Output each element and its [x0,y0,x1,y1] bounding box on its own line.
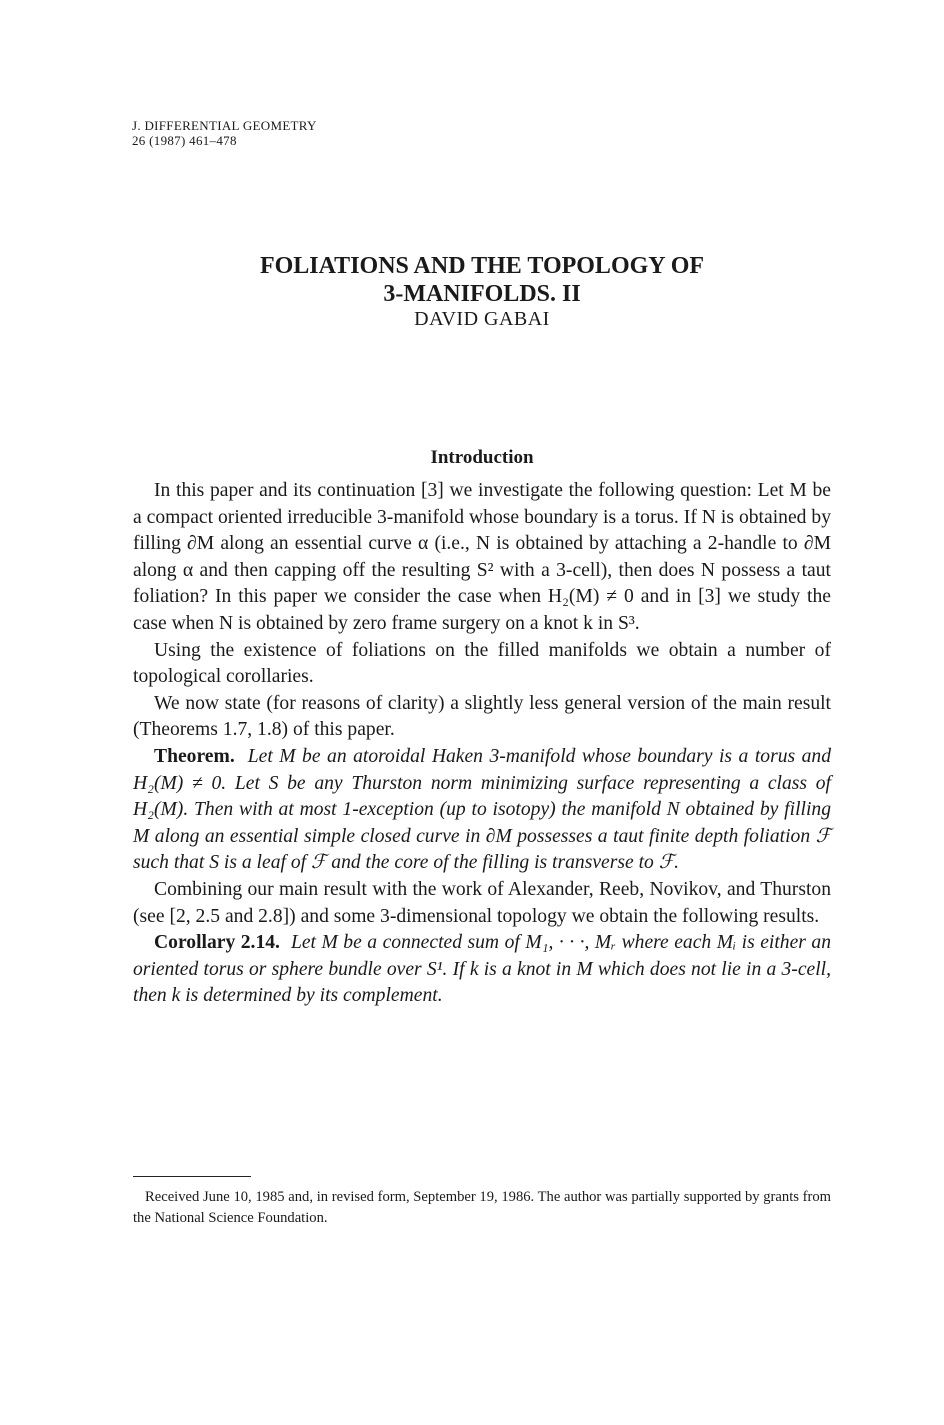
author-name: DAVID GABAI [414,308,550,330]
paragraph-main-result: We now state (for reasons of clarity) a slightly less general version of the main result (Theorems 1.7, 1.8) of this paper. [133,692,831,741]
theorem [133,744,831,877]
paragraph-question: In this paper and its continuation [3] we investigate the following question: Let M be a compact oriented irreducible 3-manifold whose boundary is a torus. If N is obtained by filling ∂M along an essential curve α (i.e., N is obtained by attaching a 2-handle to ∂M along α and then capping off the resulting S² with a 3-cell), then does N possess a taut foliation? In this paper we consider the case when H₂(M) ≠ 0 and in [3] we study the case when N is obtained by zero frame surgery on a knot k in S³. [133,480,831,634]
corollary [133,930,831,1010]
title-line-1: FOLIATIONS AND THE TOPOLOGY OF [259,253,705,279]
section-heading: Introduction [430,447,534,468]
body-text [133,478,831,1010]
theorem-statement: Let M be an atoroidal Haken 3-manifold whose boundary is a torus and H₂(M) ≠ 0. Let S be any Thurston norm minimizing surface representing a class of H₂(M). Then with at most 1-exception (up to isotopy) the manifold N obtained by filling M along an essential simple closed curve in ∂M possesses a taut finite depth foliation ℱ such that S is a leaf of ℱ and the core of the filling is transverse to ℱ. [133,745,832,874]
paper-title [132,252,832,308]
corollary-statement: Let M be a connected sum of M₁, · · ·, Mᵣ where each Mᵢ is either an oriented torus or sphere bundle over S¹. If k is a knot in M which does not lie in a 3-cell, then k is determined by its complement. [133,932,831,1007]
paragraph-combining: Combining our main result with the work of Alexander, Reeb, Novikov, and Thurston (see [2, 2.5 and 2.8]) and some 3-dimensional topology we obtain the following results. [133,878,831,927]
theorem-label: Theorem. [154,745,235,767]
paragraph-corollaries: Using the existence of foliations on the filled manifolds we obtain a number of topological corollaries. [133,639,831,688]
title-line-2: 3-MANIFOLDS. II [383,281,581,307]
journal-header [132,118,317,148]
footnote-rule [133,1176,251,1177]
journal-citation: 26 (1987) 461–478 [132,133,237,148]
corollary-label: Corollary 2.14. [154,932,280,954]
journal-name: J. DIFFERENTIAL GEOMETRY [132,118,317,133]
footnote-text: Received June 10, 1985 and, in revised form, September 19, 1986. The author was partially supported by grants from the National Science Foundation. [133,1189,831,1226]
footnote [133,1187,831,1229]
